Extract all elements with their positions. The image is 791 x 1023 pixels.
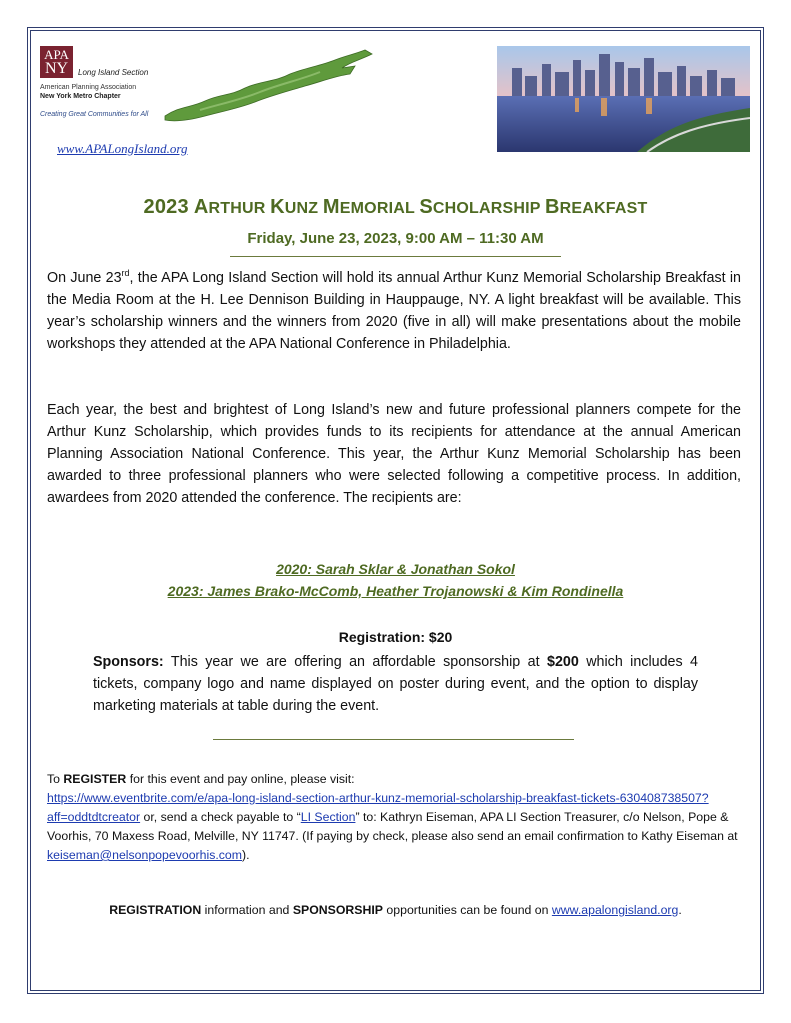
email-link[interactable]: keiseman@nelsonpopevoorhis.com [47,848,242,862]
apa-logo [40,46,380,156]
register-text: for this event and pay online, please visit: [126,772,355,786]
title-cap: S [419,196,433,218]
footer-registration: REGISTRATION [109,903,202,917]
winners-2023: 2023: James Brako-McComb, Heather Trojanowski & Kim Rondinella [167,583,624,599]
register-text: ” to: Kathryn Eiseman, APA LI Section Treasurer, c/o Nelson, Pope & Voorhis, 70 Maxess Road, Melville, NY 11747. (If paying by check, please also send an email confirmation to Kathy Eiseman at [47,810,738,843]
footer-website-link[interactable]: www.apalongisland.org [551,903,679,917]
payee-link[interactable]: LI Section [300,810,356,824]
title-cap: B [545,196,560,218]
org-line-1: American Planning Association [40,84,137,91]
long-island-map-icon [160,46,380,126]
footer-sponsorship: SPONSORSHIP [292,903,384,917]
title-cap: M [322,196,340,218]
eventbrite-link[interactable]: https://www.eventbrite.com/e/apa-long-island-section-arthur-kunz-memorial-scholarship-breakfast-tickets-630408738507?aff=oddtdtcreator [47,791,709,824]
sponsors-paragraph [93,651,698,717]
register-text: ). [242,848,250,862]
winners-2020: 2020: Sarah Sklar & Jonathan Sokol [276,561,515,577]
divider-bottom [213,739,574,740]
philadelphia-skyline-image [497,46,750,152]
register-instructions [47,770,747,865]
footer-text: information and [201,903,293,917]
registration-price: Registration: $20 [338,629,453,645]
intro-rest: , the APA Long Island Section will hold its annual Arthur Kunz Memorial Scholarship Breakfast in the Media Room at the H. Lee Dennison Building in Hauppauge, NY. A light breakfast will be available. This year’s scholarship winners and the winners from 2020 (five in all) will make presentations about the mobile workshops they attended at the APA National Conference in Philadelphia. [47,270,741,352]
apa-badge-bottom: NY [44,60,69,77]
title-rest: UNZ [284,200,323,217]
tagline: Creating Great Communities for All [40,111,149,118]
register-text: or, send a check payable to “ [140,810,301,824]
website-link[interactable]: www.APALongIsland.org [57,141,188,156]
apa-ny-badge [40,46,73,78]
title-rest: EMORIAL [339,200,420,217]
register-text: To [47,772,64,786]
footer-text: opportunities can be found on [383,903,552,917]
event-date: Friday, June 23, 2023, 9:00 AM – 11:30 AM [247,230,544,247]
title-cap: A [193,196,209,218]
section-name: Long Island Section [78,68,149,77]
sponsors-text: This year we are offering an affordable sponsorship at [163,654,547,670]
scholarship-paragraph: Each year, the best and brightest of Long Island’s new and future professional planners compete for the Arthur Kunz Scholarship, which provides funds to its recipients for attendance at the annual American Planning Association National Conference. This year, the Arthur Kunz Memorial Scholarship has been awarded to three professional planners who were selected following a competitive process. In addition, awardees from 2020 attended the conference. The recipients are: [47,402,741,506]
footer-note [0,903,791,917]
apa-badge-top: APA [44,47,69,62]
event-title [0,196,791,219]
footer-text: . [678,903,682,917]
sponsors-amount: $200 [547,654,579,670]
sponsors-label: Sponsors: [93,654,164,670]
register-word: REGISTER [63,772,127,786]
title-cap: K [270,196,285,218]
divider-top [230,256,561,257]
intro-superscript: rd [121,268,130,279]
intro-start: On June 23 [47,270,122,286]
title-rest: REAKFAST [559,200,648,217]
sponsors-text: which includes 4 tickets, company logo and name displayed on poster during event, and the option to display marketing materials at table during the event. [93,654,699,714]
title-rest: RTHUR [208,200,271,217]
org-line-2: New York Metro Chapter [40,93,121,100]
intro-paragraph [47,267,741,355]
title-rest: CHOLARSHIP [432,200,545,217]
title-year: 2023 [143,196,194,218]
